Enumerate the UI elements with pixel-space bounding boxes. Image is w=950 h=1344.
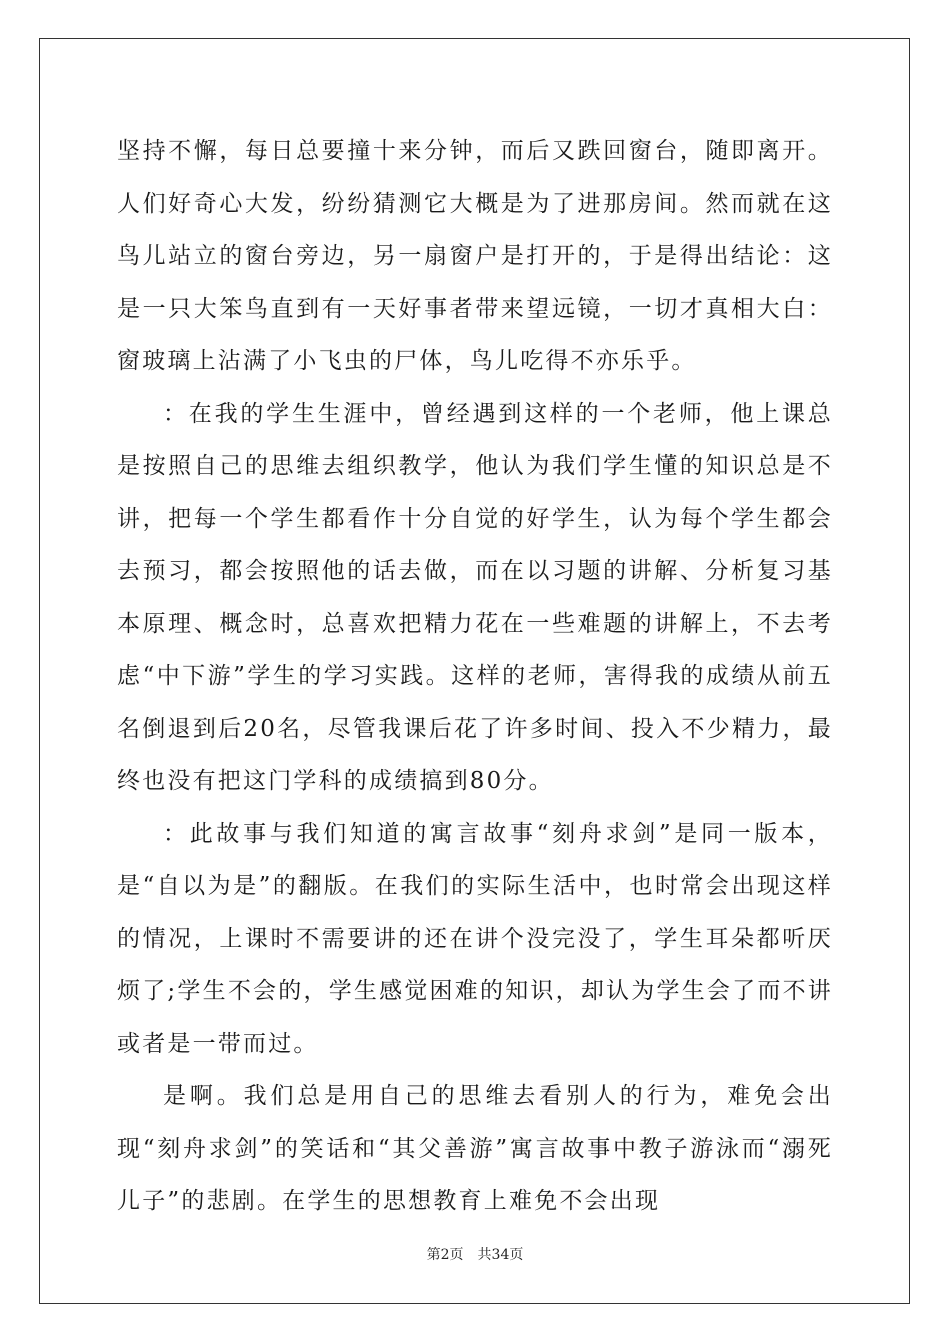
paragraph-2: ：在我的学生生涯中，曾经遇到这样的一个老师，他上课总是按照自己的思维去组织教学，他认为我们学生懂的知识总是不讲，把每一个学生都看作十分自觉的好学生，认为每个学生都会去预习，都会按照他的话去做，而在以习题的讲解、分析复习基本原理、概念时，总喜欢把精力花在一些难题的讲解上，不去考虑“中下游”学生的学习实践。这样的老师，害得我的成绩从前五名倒退到后20名，尽管我课后花了许多时间、投入不少精力，最终也没有把这门学科的成绩搞到80分。 [117, 400, 833, 794]
document-body [117, 125, 833, 1228]
paragraph-4: 是啊。我们总是用自己的思维去看别人的行为，难免会出现“刻舟求剑”的笑话和“其父善游”寓言故事中教子游泳而“溺死儿子”的悲剧。在学生的思想教育上难免不会出现 [117, 1083, 833, 1214]
page-number-footer: 第2页 共34页 [426, 1247, 524, 1263]
paragraph-3: ：此故事与我们知道的寓言故事“刻舟求剑”是同一版本，是“自以为是”的翻版。在我们的实际生活中，也时常会出现这样的情况，上课时不需要讲的还在讲个没完没了，学生耳朵都听厌烦了;学生不会的，学生感觉困难的知识，却认为学生会了而不讲或者是一带而过。 [117, 820, 833, 1057]
paragraph-1: 坚持不懈，每日总要撞十来分钟，而后又跌回窗台，随即离开。人们好奇心大发，纷纷猜测它大概是为了进那房间。然而就在这鸟儿站立的窗台旁边，另一扇窗户是打开的，于是得出结论：这是一只大笨鸟直到有一天好事者带来望远镜，一切才真相大白：窗玻璃上沾满了小飞虫的尸体，鸟儿吃得不亦乐乎。 [117, 138, 833, 374]
